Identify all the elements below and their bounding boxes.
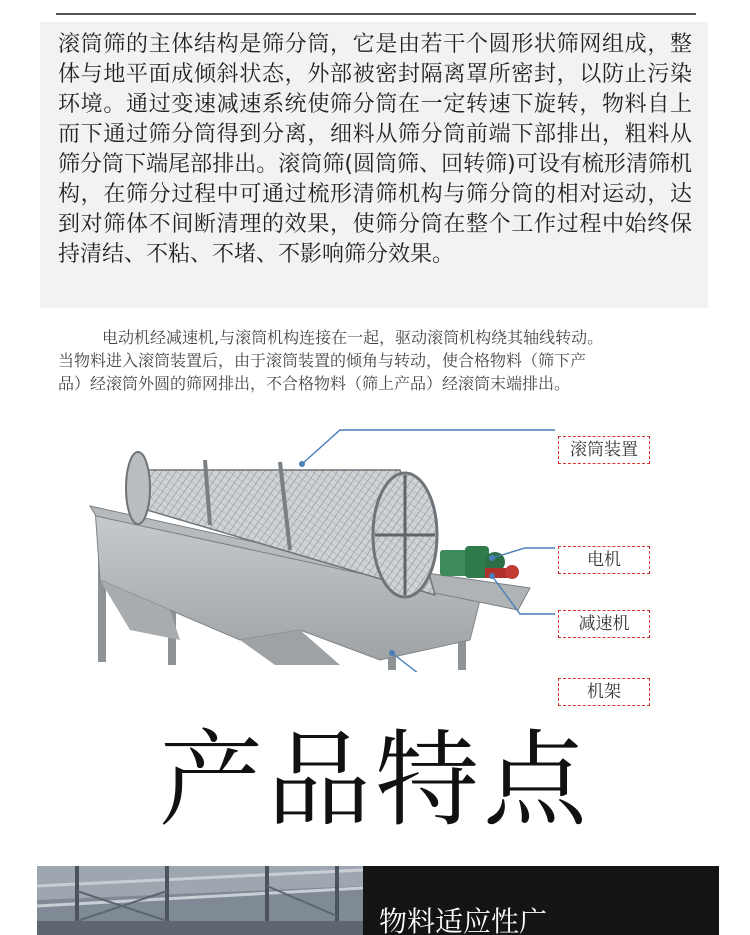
caption-line-1: 电动机经减速机,与滚筒机构连接在一起，驱动滚筒机构绕其轴线转动。 [102, 328, 604, 347]
section-title: 产品特点 [158, 719, 591, 841]
callout-drum: 滚筒装置 [558, 436, 650, 464]
factory-photo [37, 866, 363, 935]
top-divider [56, 13, 696, 15]
diagram-caption [58, 326, 698, 395]
intro-panel [40, 22, 708, 308]
banner-heading: 物料适应性广 [379, 905, 548, 935]
callout-motor: 电机 [558, 546, 650, 574]
banner-text-panel [363, 866, 719, 935]
callout-reducer: 减速机 [558, 610, 650, 638]
feature-banner [37, 866, 719, 935]
caption-line-3: 品）经滚筒外圆的筛网排出，不合格物料（筛上产品）经滚筒末端排出。 [58, 374, 571, 393]
caption-line-2: 当物料进入滚筒装置后，由于滚筒装置的倾角与转动，使合格物料（筛下产 [58, 351, 587, 370]
structure-diagram [40, 310, 708, 702]
callout-frame: 机架 [558, 678, 650, 706]
intro-paragraph: 滚筒筛的主体结构是筛分筒，它是由若干个圆形状筛网组成，整体与地平面成倾斜状态，外部被密封隔离罩所密封，以防止污染环境。通过变速减速系统使筛分筒在一定转速下旋转，物料自上而下通过筛分筒得到分离，细料从筛分筒前端下部排出，粗料从筛分筒下端尾部排出。滚筒筛(圆筒筛、回转筛)可设有梳形清筛机构，在筛分过程中可通过梳形清筛机构与筛分筒的相对运动，达到对筛体不间断清理的效果，使筛分筒在整个工作过程中始终保持清结、不粘、不堵、不影响筛分效果。 [58, 32, 692, 267]
